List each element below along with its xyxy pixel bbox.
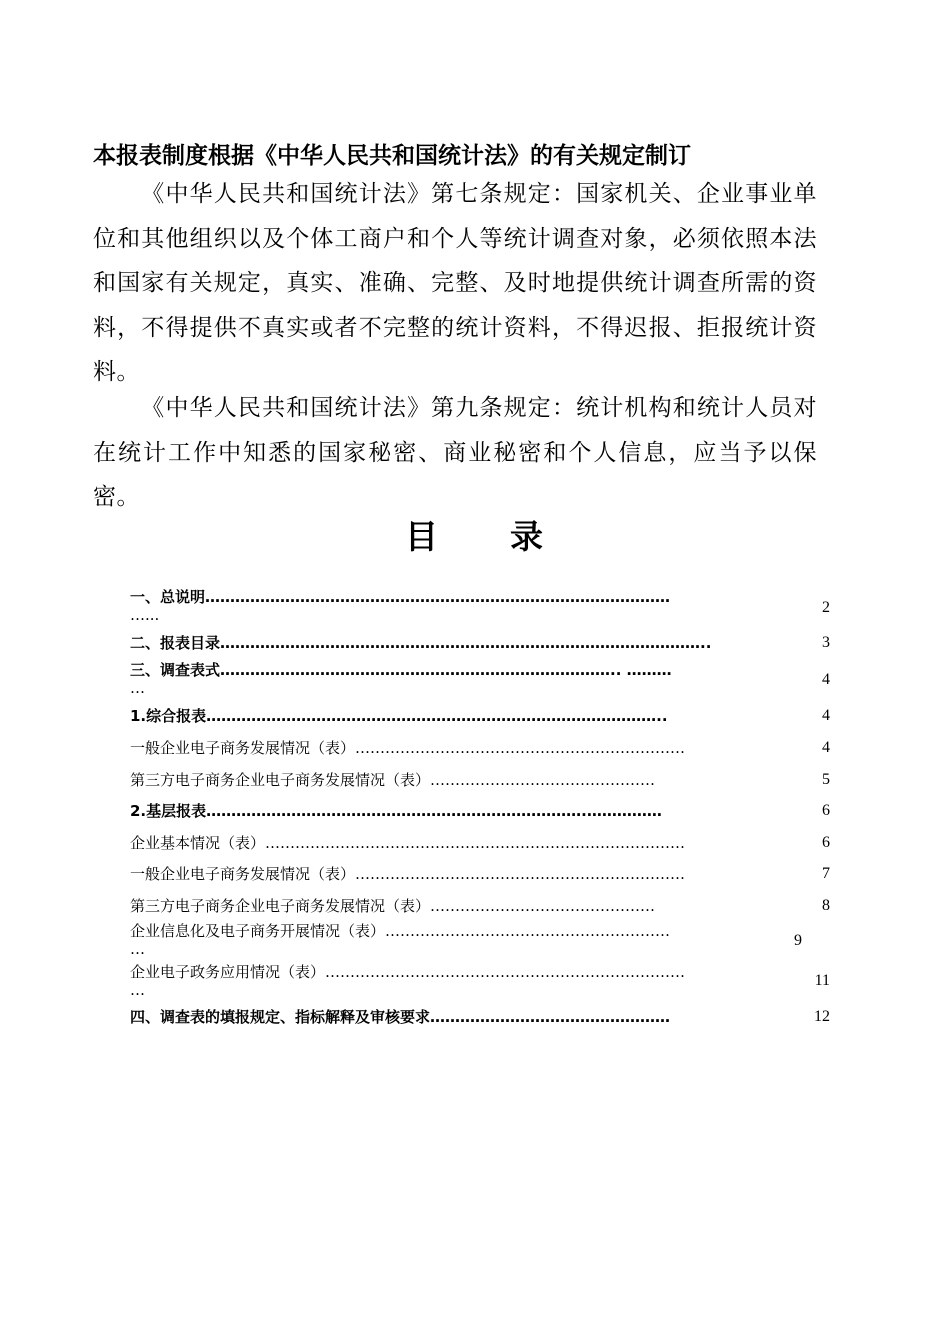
toc-entry-text: 二、报表目录…………………………………………………………………………………….. <box>130 634 712 652</box>
toc-entry-informatization-ecommerce[interactable] <box>130 921 830 956</box>
toc-entry-page: 4 <box>822 739 830 756</box>
toc-entry-page: 11 <box>814 972 830 989</box>
toc-entry-page: 4 <box>822 671 830 688</box>
toc-entry-page: 12 <box>814 1008 830 1025</box>
toc-entry-general-ecommerce-2[interactable] <box>130 864 830 885</box>
toc-entry-third-party-ecommerce-2[interactable] <box>130 896 830 917</box>
toc-entry-page: 8 <box>822 897 830 914</box>
toc-entry-continuation: … <box>130 940 145 958</box>
toc-entry-page: 6 <box>822 834 830 851</box>
toc-entry-general-notes[interactable] <box>130 587 830 622</box>
toc-entry-text: 第三方电子商务企业电子商务发展情况（表）……………………………………… <box>130 897 656 915</box>
toc-entry-survey-forms[interactable] <box>130 660 830 695</box>
toc-entry-text: 2.基层报表………………………………………………………………….…………… <box>130 802 662 820</box>
toc-entry-page: 5 <box>822 771 830 788</box>
toc-entry-text: 三、调查表式…………………………………………………………………….. ……… <box>130 661 672 679</box>
toc-entry-page: 9 <box>794 932 802 949</box>
toc-entry-text: 1.综合报表……………………………………………………………………………….. <box>130 707 668 725</box>
toc-title: 目 录 <box>405 517 545 556</box>
toc-entry-enterprise-basic-info[interactable] <box>130 833 830 854</box>
toc-entry-third-party-ecommerce-1[interactable] <box>130 770 830 791</box>
toc-entry-text: 一般企业电子商务发展情况（表）………………………………………………………… <box>130 865 686 883</box>
toc-entry-comprehensive-reports[interactable] <box>130 706 830 727</box>
document-heading: 本报表制度根据《中华人民共和国统计法》的有关规定制订 <box>93 143 691 169</box>
toc-entry-report-catalog[interactable] <box>130 633 830 654</box>
toc-entry-page: 6 <box>822 802 830 819</box>
toc-entry-page: 3 <box>822 634 830 651</box>
toc-entry-page: 2 <box>822 599 830 616</box>
toc-entry-text: 一、总说明………………………………………………………………………………… <box>130 588 671 606</box>
toc-entry-text: 第三方电子商务企业电子商务发展情况（表）……………………………………… <box>130 771 656 789</box>
toc-entry-text: 企业信息化及电子商务开展情况（表）………………………………………………… <box>130 922 671 940</box>
toc-entry-filling-rules[interactable] <box>130 1007 830 1028</box>
toc-entry-continuation: … <box>130 679 145 697</box>
toc-entry-text: 四、调查表的填报规定、指标解释及审核要求………………………………………… <box>130 1008 671 1026</box>
toc-entry-text: 一般企业电子商务发展情况（表）………………………………………………………… <box>130 739 686 757</box>
law-article-9-paragraph: 《中华人民共和国统计法》第九条规定：统计机构和统计人员对在统计工作中知悉的国家秘密、商业秘密和个人信息，应当予以保密。 <box>93 395 817 510</box>
toc-entry-grassroots-reports[interactable] <box>130 801 830 822</box>
toc-entry-general-ecommerce-1[interactable] <box>130 738 830 759</box>
toc-entry-page: 7 <box>822 865 830 882</box>
toc-entry-e-government[interactable] <box>130 962 830 997</box>
toc-entry-text: 企业电子政务应用情况（表）……………………………………………………………… <box>130 963 686 981</box>
law-article-7-paragraph: 《中华人民共和国统计法》第七条规定：国家机关、企业事业单位和其他组织以及个体工商户和个人等统计调查对象，必须依照本法和国家有关规定，真实、准确、完整、及时地提供统计调查所需的资料，不得提供不真实或者不完整的统计资料，不得迟报、拒报统计资料。 <box>93 181 817 385</box>
toc-entry-continuation: … <box>130 981 145 999</box>
toc-entry-page: 4 <box>822 707 830 724</box>
toc-entry-text: 企业基本情况（表）………………………………………………………………………… <box>130 834 686 852</box>
toc-entry-continuation: …... <box>130 606 160 624</box>
